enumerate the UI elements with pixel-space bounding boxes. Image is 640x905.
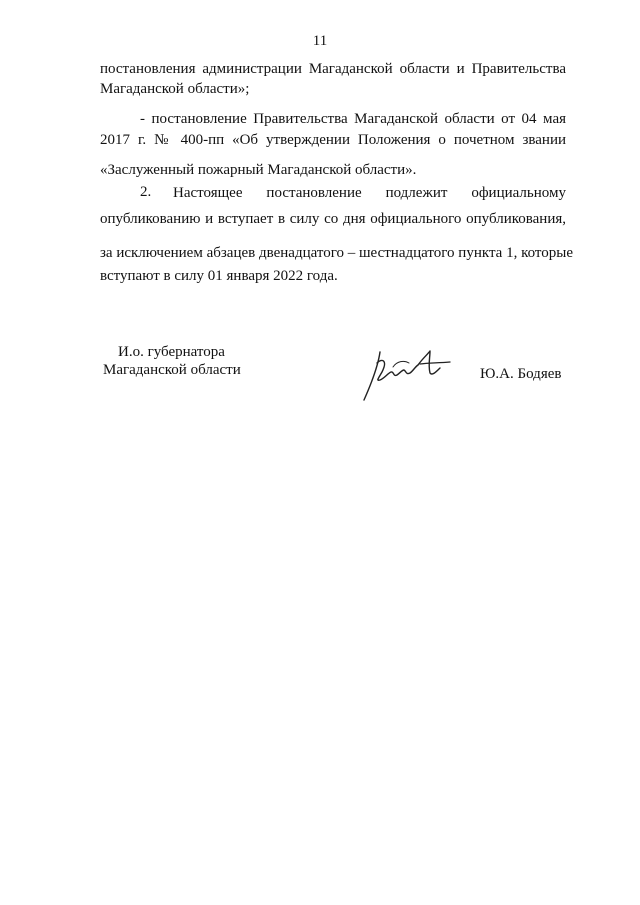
paragraph-3-line-3: за исключением абзацев двенадцатого – шестнадцатого пункта 1, которые [100, 245, 574, 261]
signature-title-line-1: И.о. губернатора [118, 344, 225, 360]
paragraph-3-line-4: вступают в силу 01 января 2022 года. [100, 268, 338, 284]
paragraph-1-line-2: Магаданской области»; [100, 81, 250, 97]
paragraph-3-line-2: опубликованию и вступает в силу со дня официального опубликования, [100, 211, 566, 227]
paragraph-2-line-1: - постановление Правительства Магаданской области от 04 мая [140, 111, 566, 127]
paragraph-2-line-2: 2017 г. № 400-пп «Об утверждении Положения о почетном звании [100, 132, 566, 148]
paragraph-3-line-1: Настоящее постановление подлежит официальному [173, 185, 566, 201]
paragraph-1-line-1: постановления администрации Магаданской области и Правительства [100, 61, 566, 77]
signature-title-line-2: Магаданской области [103, 362, 241, 378]
paragraph-3-number: 2. [140, 184, 152, 200]
paragraph-2-line-3: «Заслуженный пожарный Магаданской области». [100, 162, 417, 178]
signer-name: Ю.А. Бодяев [480, 366, 562, 382]
handwritten-signature [360, 348, 455, 403]
page-number: 11 [312, 33, 328, 49]
